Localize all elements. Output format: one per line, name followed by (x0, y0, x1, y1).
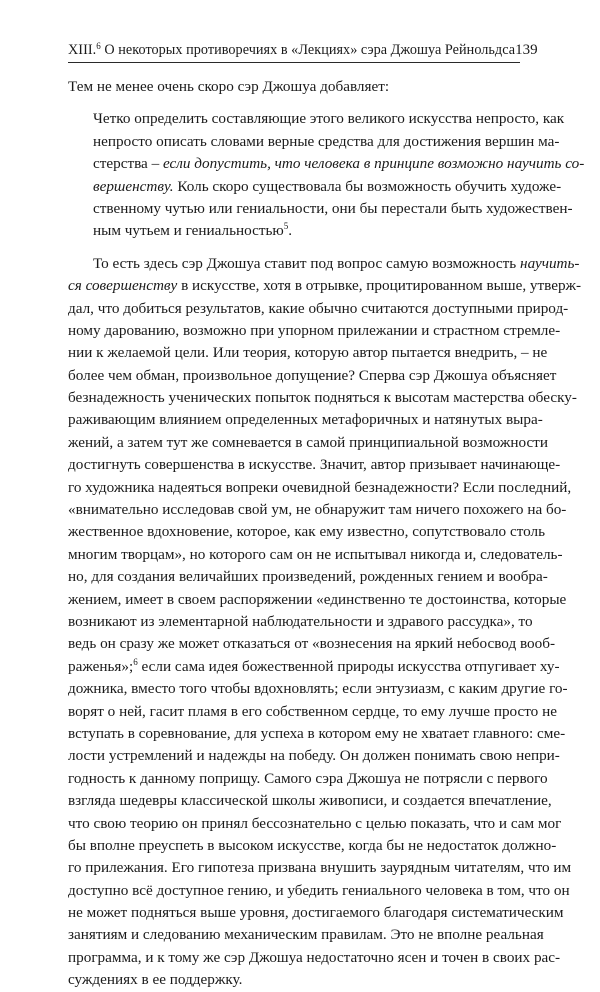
quote-text: ным чутьем и гениальностью (93, 222, 284, 240)
paragraph-line: возникают из элементарной наблюдательности и здравого рассудка», то (68, 612, 533, 630)
quote-text: стерства – (93, 155, 163, 173)
quote-line: Четко определить составляющие этого великого искусства непросто, как (93, 110, 565, 128)
chapter-title: О некоторых противоречиях в «Лекциях» сэра Джошуа Рейнольдса (104, 42, 516, 58)
paragraph-line: суждениях в ее поддержку. (68, 971, 243, 989)
quote-text: Коль скоро существовала бы возможность обучить художе- (173, 177, 562, 195)
paragraph-line: что свою теорию он принял бессознательно с целью показать, что и сам мог (68, 814, 562, 832)
quote-line (93, 176, 562, 198)
page-number: 139 (515, 42, 538, 58)
paragraph-line: не может подняться выше уровня, достигаемого благодаря систематическим (68, 904, 564, 922)
paragraph-italic-text: ся совершенству (68, 277, 178, 295)
paragraph-line: нии к желаемой цели. Или теория, которую автор пытается внедрить, – не (68, 344, 548, 362)
running-header-title (68, 42, 515, 59)
running-header (68, 39, 538, 63)
page-body (68, 76, 585, 992)
paragraph-line: многим творцам», но которого сам он не испытывал никогда и, следователь- (68, 545, 563, 563)
paragraph-line: ведь он сразу же может отказаться от «вознесения на яркий небосвод вооб- (68, 635, 556, 653)
paragraph-line: жением, имеет в своем распоряжении «единственно те достоинства, которые (68, 590, 567, 608)
quote-italic-text: если допустить, что человека в принципе возможно научить со- (163, 155, 585, 173)
lead-paragraph (68, 76, 520, 98)
paragraph-text: если сама идея божественной природы искусства отпугивает ху- (137, 657, 560, 675)
paragraph-line (68, 253, 580, 275)
footnote-marker: 6 (133, 656, 138, 667)
paragraph-line: вступать в соревнование, для успеха в котором ему не хватает главного: сме- (68, 724, 566, 742)
paragraph-line: ному дарованию, возможно при упорном прилежании и страстном стремле- (68, 321, 561, 339)
paragraph-line: бы вполне преуспеть в высоком искусстве, когда бы не недостаток должно- (68, 836, 557, 854)
block-quote (68, 108, 585, 242)
paragraph-line: жений, а затем тут же сомневается в самой принципиальной возможности (68, 433, 548, 451)
quote-line (93, 220, 520, 242)
paragraph-line: жественное вдохновение, которое, как ему известно, сопутствовало столь (68, 523, 546, 541)
paragraph-italic-text: научить- (520, 254, 580, 272)
lead-sentence: Тем не менее очень скоро сэр Джошуа добавляет: (68, 78, 390, 95)
paragraph-line: доступно всё доступное гению, и убедить гениального человека в том, что он (68, 881, 570, 899)
paragraph-line: дожника, вместо того чтобы вдохновлять; если энтузиазм, с каким другие го- (68, 680, 568, 698)
quote-text: . (288, 222, 293, 240)
quote-line: ственному чутью или гениальности, они бы перестали быть художествен- (93, 199, 573, 217)
quote-italic-text: вершенству. (93, 177, 174, 195)
quote-line (93, 153, 585, 175)
paragraph-line: но, для создания величайших произведений, рожденных гением и вообра- (68, 568, 548, 586)
body-paragraph (68, 253, 582, 992)
paragraph-text: в искусстве, хотя в отрывке, процитированном выше, утверж- (177, 277, 582, 295)
header-footnote-marker: 6 (96, 41, 101, 51)
chapter-number: XIII. (68, 42, 97, 58)
paragraph-line: «внимательно исследовав свой ум, не обнаружит там ничего похожего на бо- (68, 501, 567, 519)
paragraph-line: дал, что добиться результатов, какие обычно считаются доступными природ- (68, 299, 569, 317)
paragraph-line: взгляда шедевры классической школы живописи, и создается впечатление, (68, 792, 552, 810)
paragraph-text: То есть здесь сэр Джошуа ставит под вопрос самую возможность (93, 254, 521, 272)
paragraph-text: раженья»; (68, 657, 134, 675)
paragraph-line: годность к данному поприщу. Самого сэра Джошуа не потрясли с первого (68, 769, 548, 787)
paragraph-line: безнадежность ученических попыток подняться к высотам мастерства обеску- (68, 389, 577, 407)
footnote-marker: 5 (283, 221, 289, 232)
paragraph-line: го художника надеяться вопреки очевидной безнадежности? Если последний, (68, 478, 572, 496)
paragraph-line: лости устремлений и надежды на победу. Он должен понимать свою непри- (68, 747, 560, 765)
paragraph-line: занятиям и следованию механическим правилам. Это не вполне реальная (68, 926, 544, 944)
paragraph-line: го прилежания. Его гипотеза призвана внушить заурядным читателям, что им (68, 859, 572, 877)
paragraph-line: раживающим влиянием определенных метафоричных и натянутых выра- (68, 411, 543, 429)
quote-line: непросто описать словами верные средства для достижения вершин ма- (93, 132, 560, 150)
paragraph-line (68, 275, 582, 297)
paragraph-line (68, 656, 560, 678)
paragraph-line: более чем обман, произвольное допущение? Сперва сэр Джошуа объясняет (68, 366, 557, 384)
paragraph-line: достигнуть совершенства в искусстве. Значит, автор призывает начинающе- (68, 456, 561, 474)
paragraph-line: программа, и к тому же сэр Джошуа недостаточно ясен и точен в своих рас- (68, 948, 561, 966)
paragraph-line: ворят о ней, гасит пламя в его собственном сердце, то ему лучше просто не (68, 702, 557, 720)
